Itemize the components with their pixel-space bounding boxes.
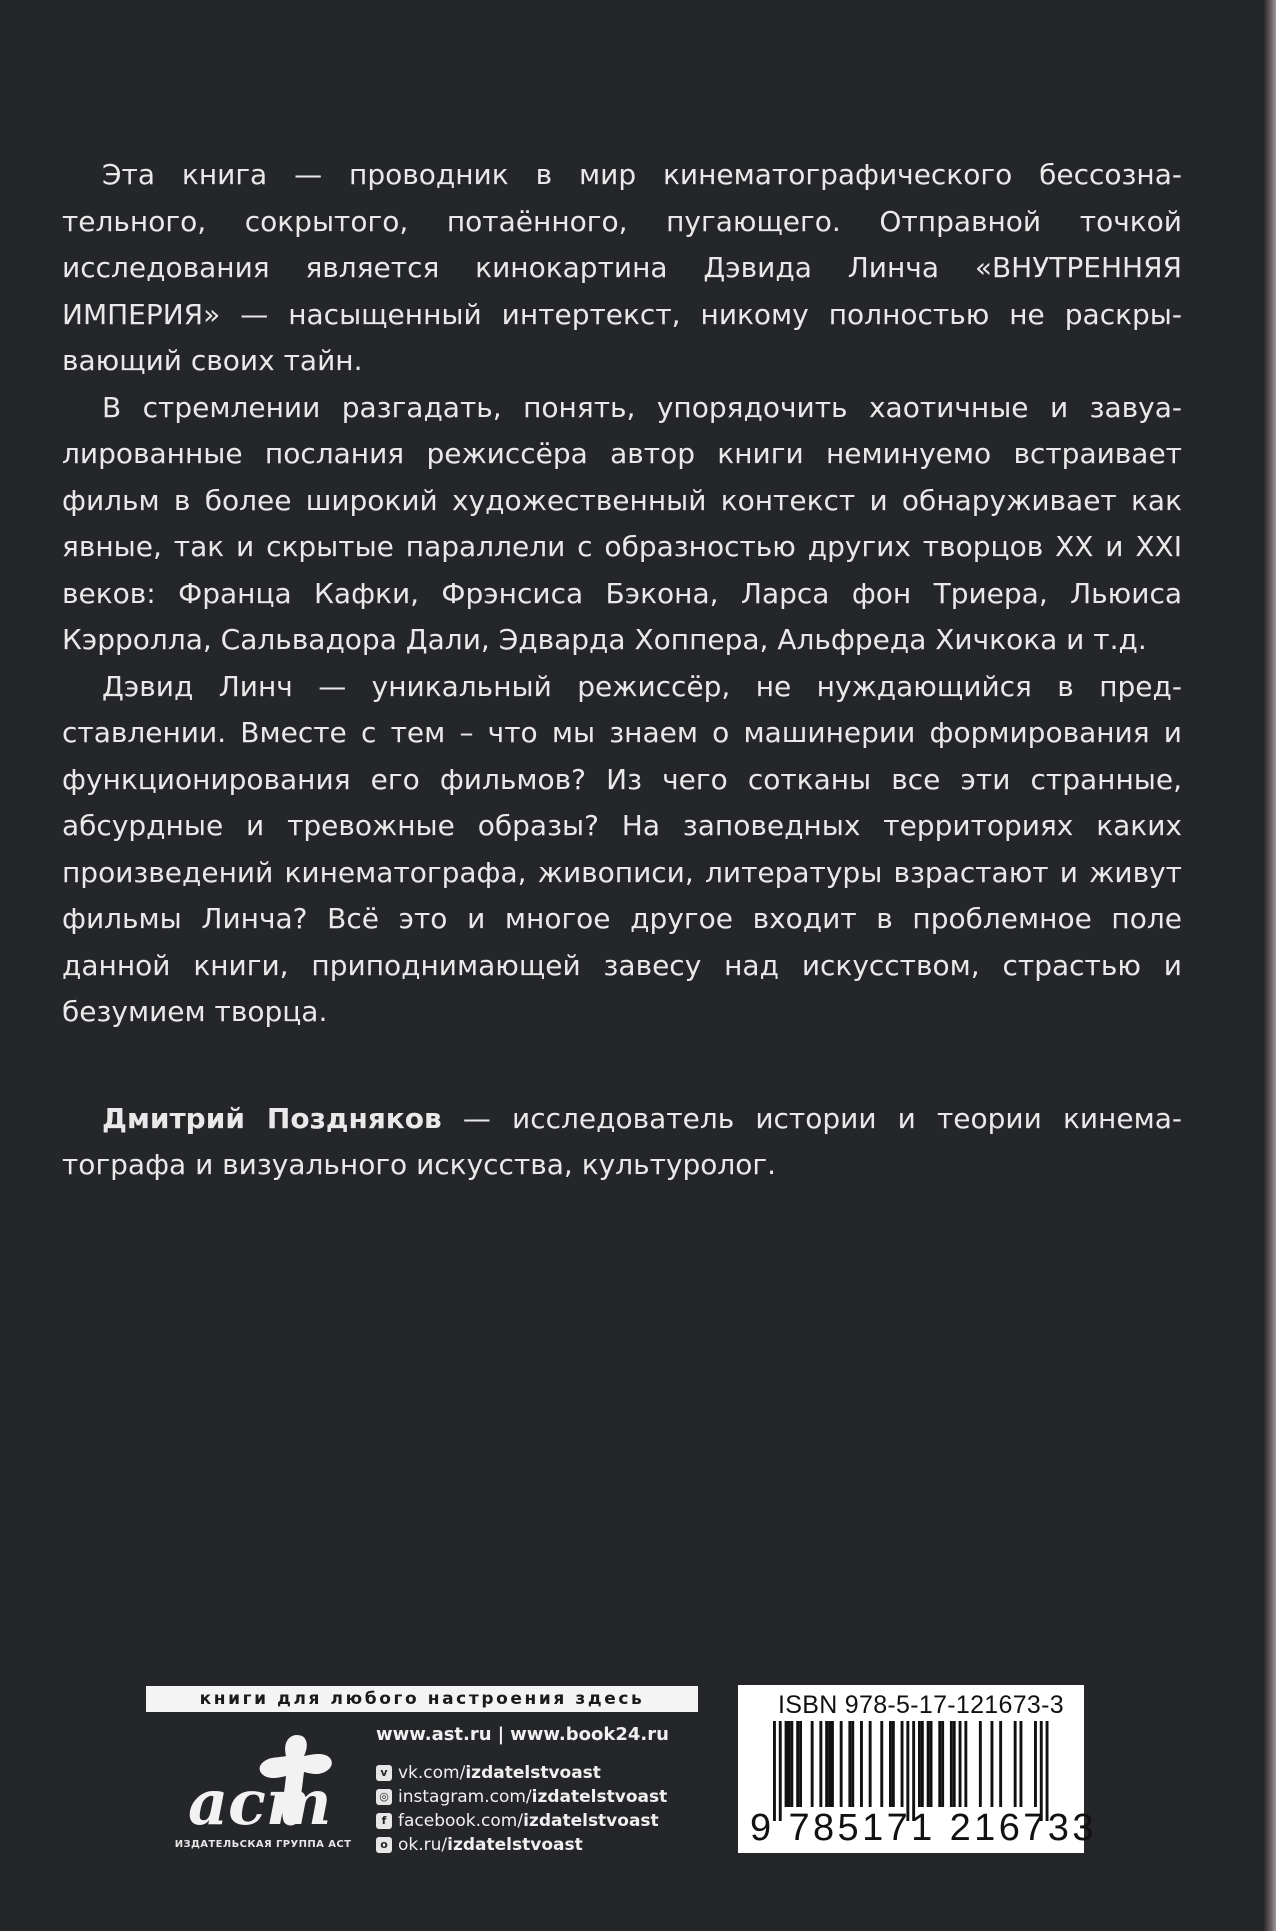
author-name: Дмитрий Поздняков (102, 1101, 442, 1135)
barcode-bar (906, 1721, 909, 1821)
barcode-bar (941, 1721, 944, 1807)
barcode-bar (1046, 1721, 1049, 1821)
barcode-bar (921, 1721, 924, 1807)
link-ast[interactable]: www.ast.ru (376, 1724, 492, 1745)
barcode-bar (959, 1721, 962, 1807)
barcode-bar (811, 1721, 814, 1807)
barcode-bar (790, 1721, 793, 1807)
barcode-bar (869, 1721, 872, 1807)
barcode-bar (779, 1721, 782, 1821)
instagram-icon: ◎ (376, 1789, 392, 1805)
barcode-bar (880, 1721, 883, 1807)
barcode-bar (788, 1721, 791, 1807)
barcode-bar (930, 1721, 933, 1807)
barcode-bar (927, 1721, 930, 1807)
isbn-barcode (738, 1685, 1097, 1853)
isbn-label: ISBN 978-5-17-121673-3 (778, 1691, 1064, 1719)
odnoklassniki-icon: o (376, 1837, 392, 1853)
barcode-bar (979, 1721, 982, 1807)
barcode-bar (785, 1721, 788, 1807)
barcode-bar (889, 1721, 892, 1807)
barcode-bar (819, 1721, 822, 1807)
barcode-bar (825, 1721, 828, 1807)
author-bio (62, 1096, 1182, 1189)
social-handle: izdatelstvoast (465, 1763, 601, 1783)
barcode-bar (953, 1721, 956, 1807)
barcode-bar (831, 1721, 834, 1807)
social-prefix: vk.com/ (398, 1763, 466, 1783)
facebook-icon: f (376, 1813, 392, 1829)
barcode-bar (892, 1721, 895, 1807)
social-odnoklassniki[interactable] (376, 1833, 669, 1857)
barcode-bar (848, 1721, 851, 1807)
publisher-name: ИЗДАТЕЛЬСКАЯ ГРУППА АСТ (174, 1839, 352, 1850)
social-prefix: facebook.com/ (398, 1811, 524, 1831)
barcode-bar (796, 1721, 799, 1807)
barcode-bar (773, 1721, 776, 1821)
web-links (376, 1724, 669, 1745)
barcode-bar (950, 1721, 953, 1807)
social-instagram[interactable] (376, 1785, 669, 1809)
ast-logo (168, 1726, 358, 1852)
annotation-paragraph-2: В стремлении разгадать, понять, упорядочить хаотичные и завуалированные послания режиссёра автор книги неминуемо встраивает фильм в более широкий художественный контекст и обнаруживает как явные, так и скрытые параллели с образностью других творцов XX и XXI веков: Франца Кафки, Фрэнсиса Бэкона, Ларса фон Триера, Льюиса Кэрролла, Сальвадора Дали, Эдварда Хоппера, Альфреда Хичкока и т.д. (62, 390, 1182, 656)
barcode-bar (918, 1721, 921, 1807)
annotation-text (62, 152, 1182, 1189)
barcode-bar (1014, 1721, 1017, 1807)
social-prefix: ok.ru/ (398, 1835, 448, 1855)
link-book24[interactable]: www.book24.ru (510, 1724, 669, 1745)
publisher-links (376, 1724, 669, 1857)
barcode-bar (1034, 1721, 1037, 1807)
social-handle: izdatelstvoast (531, 1787, 668, 1807)
barcode-bar (1020, 1721, 1023, 1807)
barcode-bar (799, 1721, 802, 1807)
social-prefix: instagram.com/ (398, 1787, 532, 1807)
barcode-bar (912, 1721, 915, 1821)
barcode-bar (851, 1721, 854, 1807)
barcode-bar (901, 1721, 904, 1807)
vk-icon: v (376, 1765, 392, 1781)
spine-edge (1264, 0, 1276, 1931)
link-separator: | (497, 1724, 505, 1745)
barcode-bar (964, 1721, 967, 1807)
ast-logo-graphic (168, 1726, 358, 1838)
barcode-bar (938, 1721, 941, 1807)
ast-logo-text: аст (188, 1766, 332, 1838)
barcode-bar (999, 1721, 1002, 1807)
barcode-bar (860, 1721, 863, 1807)
annotation-paragraph-3: Дэвид Линч — уникальный режиссёр, не нуждающийся в представлении. Вместе с тем – что мы знаем о машинерии формирования и функционирования его фильмов? Из чего сотканы все эти странные, абсурдные и тревожные образы? На заповедных территориях каких произведений кинематографа, живописи, литературы взрастают и живут фильмы Линча? Всё это и многое другое входит в проблемное поле данной книги, приподнимающей завесу над искусством, страстью и безумием творца. (62, 669, 1182, 1028)
social-handle: izdatelstvoast (523, 1811, 659, 1831)
social-vk[interactable] (376, 1761, 669, 1785)
author-bio-text: — исследователь истории и теории кинематографа и визуального искусства, культуролог. (62, 1101, 1182, 1181)
annotation-paragraph-1: Эта книга — проводник в мир кинематографического бессознательного, сокрытого, потаённого, пугающего. Отправной точкой исследования является кинокартина Дэвида Линча «ВНУТРЕННЯЯ ИМПЕРИЯ» — насыщенный интертекст, никому полностью не раскрывающий своих тайн. (62, 158, 1182, 377)
publisher-slogan: книги для любого настроения здесь (146, 1686, 698, 1712)
barcode-bar (840, 1721, 843, 1807)
social-facebook[interactable] (376, 1809, 669, 1833)
barcode-digits: 9 785171 216733 (750, 1807, 1097, 1849)
barcode-bar (1040, 1721, 1043, 1821)
barcode-bar (991, 1721, 994, 1807)
social-handle: izdatelstvoast (447, 1835, 583, 1855)
barcode-bar (828, 1721, 831, 1807)
